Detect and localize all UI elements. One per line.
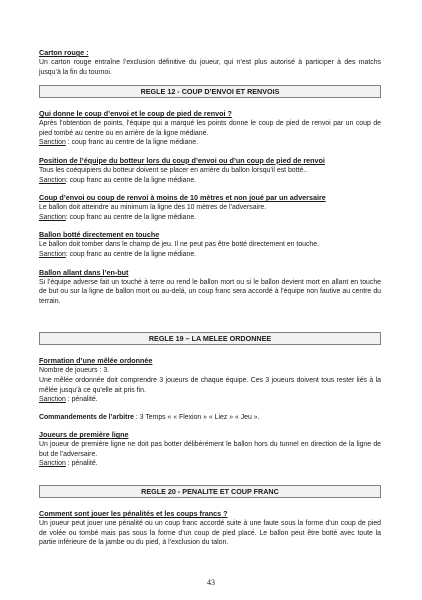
carton-rouge-block	[39, 48, 381, 77]
sanction-label: Sanction	[39, 213, 66, 221]
item-text: Le ballon doit tomber dans le champ de jeu. Il ne peut pas être botté directement en touche.	[39, 241, 320, 249]
sanction-label: Sanction	[39, 460, 66, 468]
sanction-line	[39, 250, 381, 260]
item-text: Si l’équipe adverse fait un touché à terre ou rend le ballon mort ou si le ballon devient mort en allant en touche de but ou sur la ligne de ballon mort ou au-delà, un coup franc sera accordé à l’équipe non fautive au centre du terrain.	[39, 278, 381, 305]
commandements-label: Commandements de l’arbitre	[39, 413, 134, 421]
premiere-ligne-block	[39, 430, 381, 469]
regle-12-item-4	[39, 230, 381, 259]
regle-12-title: REGLE 12 - COUP D’ENVOI ET RENVOIS	[39, 85, 381, 98]
sanction-label: Sanction	[39, 139, 66, 147]
sanction-line	[39, 459, 381, 469]
sanction-line	[39, 395, 381, 405]
sanction-text: : pénalité.	[65, 396, 98, 404]
commandements-block	[39, 413, 381, 423]
formation-block	[39, 356, 381, 404]
commandements-line	[39, 413, 381, 423]
regle-20-block	[39, 509, 381, 548]
formation-text: Une mêlée ordonnée doit comprendre 3 joueurs de chaque équipe. Ces 3 joueurs doivent tous rester liés à la mêlée jusqu’à ce qu’elle ait pris fin.	[39, 376, 381, 394]
item-text: Le ballon doit atteindre au minimum la ligne des 10 mètres de l’adversaire.	[39, 204, 267, 212]
regle-20-text: Un joueur peut jouer une pénalité ou un coup franc accordé suite à une faute sous la forme d’un coup de pied de volée ou tombé mais pas sous la forme d’un coup de pied placé. Le ballon peut être botté avec toute la partie inférieure de la jambe ou du pied, à l’exclusion du talon.	[39, 520, 381, 547]
sanction-line	[39, 176, 381, 186]
commandements-text: : 3 Temps « « Flexion » « Liez » « Jeu ».	[133, 413, 260, 421]
regle-12-item-1	[39, 109, 381, 148]
regle-12-item-3	[39, 193, 381, 222]
item-heading: Ballon botté directement en touche	[39, 230, 160, 240]
item-heading: Ballon allant dans l’en-but	[39, 267, 129, 277]
formation-line: Nombre de joueurs : 3.	[39, 367, 110, 375]
regle-12-item-5	[39, 268, 381, 307]
sanction-line	[39, 138, 381, 148]
item-heading: Coup d’envoi ou coup de renvoi à moins de 10 mètres et non joué par un adversaire	[39, 193, 326, 203]
regle-19-title: REGLE 19 – LA MELEE ORDONNEE	[39, 332, 381, 345]
page-content	[39, 48, 381, 556]
item-heading: Qui donne le coup d’envoi et le coup de pied de renvoi ?	[39, 109, 232, 119]
sanction-label: Sanction	[39, 176, 66, 184]
item-heading: Position de l’équipe du botteur lors du coup d’envoi ou d’un coup de pied de renvoi	[39, 155, 325, 165]
sanction-text: : coup franc au centre de la ligne médiane.	[65, 213, 197, 221]
sanction-line	[39, 213, 381, 223]
carton-rouge-heading: Carton rouge :	[39, 48, 89, 57]
premiere-ligne-heading: Joueurs de première ligne	[39, 430, 129, 440]
item-text: Tous les coéquipiers du botteur doivent se placer en arrière du ballon lorsqu’il est botté..	[39, 166, 308, 174]
regle-20-heading: Comment sont jouer les pénalités et les coups francs ?	[39, 509, 228, 519]
page-number: 43	[207, 578, 215, 587]
item-text: Après l’obtention de points, l’équipe qui a marqué les points donne le coup de pied de renvoi par un coup de pied tombé au centre ou en arrière de la ligne médiane.	[39, 120, 381, 137]
regle-12-item-2	[39, 156, 381, 185]
regle-20-title: REGLE 20 - PENALITE ET COUP FRANC	[39, 485, 381, 498]
sanction-text: : pénalité.	[65, 460, 98, 468]
carton-rouge-text: Un carton rouge entraîne l’exclusion définitive du joueur, qui n’est plus autorisé à participer à des matchs jusqu’à la fin du tournoi.	[39, 59, 381, 76]
sanction-label: Sanction	[39, 250, 66, 258]
sanction-label: Sanction	[39, 396, 66, 404]
formation-heading: Formation d’une mêlée ordonnée	[39, 356, 153, 366]
sanction-text: : coup franc au centre de la ligne médiane.	[65, 176, 197, 184]
sanction-text: : coup franc au centre de la ligne médiane.	[65, 139, 198, 147]
sanction-text: : coup franc au centre de la ligne médiane.	[65, 250, 197, 258]
premiere-ligne-text: Un joueur de première ligne ne doit pas botter délibérément le ballon hors du tunnel en direction de la ligne de but de l’adversaire.	[39, 441, 381, 458]
